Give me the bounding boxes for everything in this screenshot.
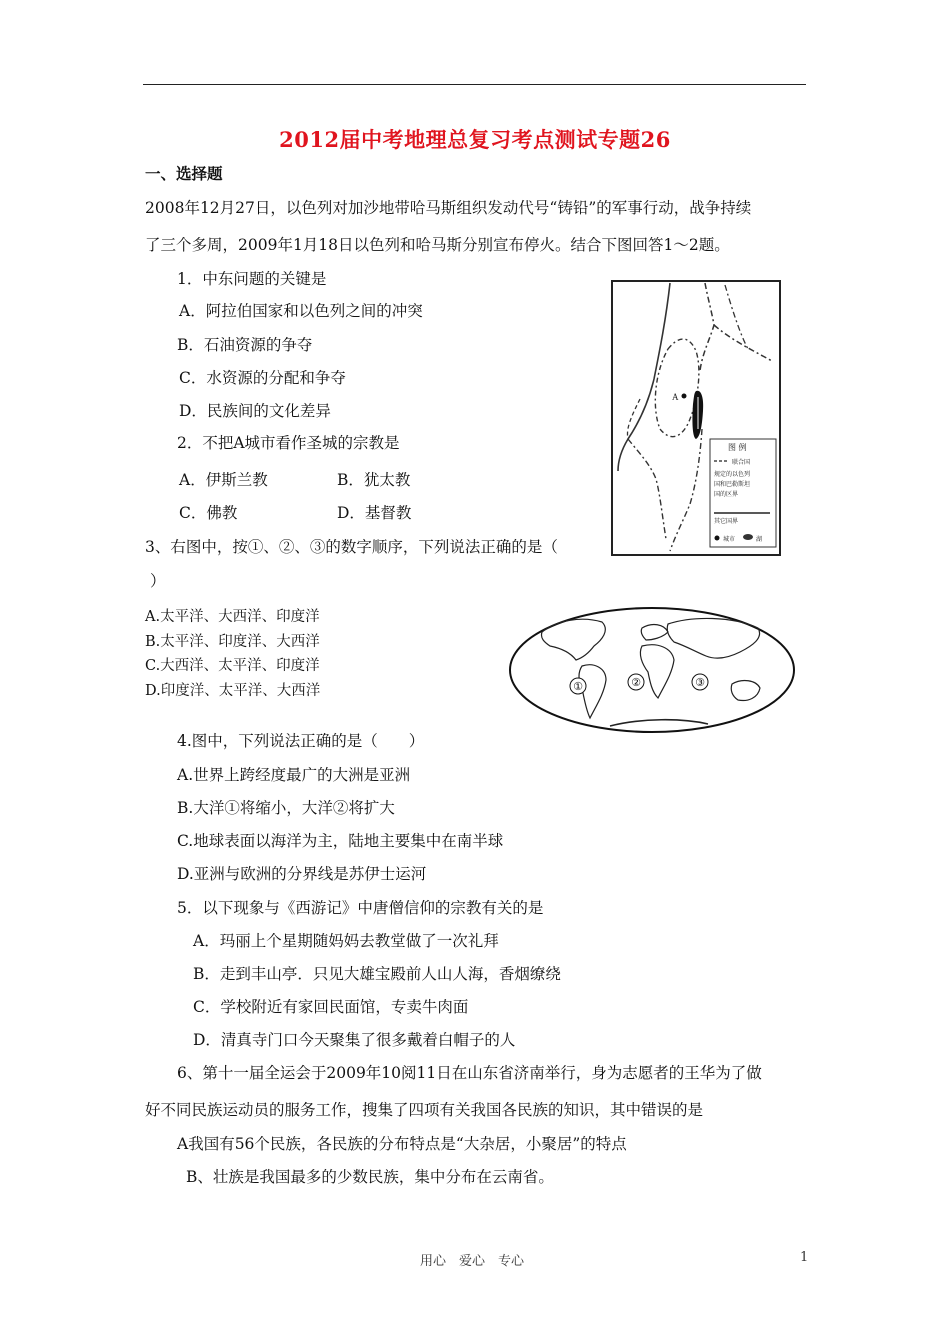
q4-stem: 4.图中，下列说法正确的是（ ） (177, 732, 425, 750)
legend-title: 图 例 (728, 443, 747, 452)
q1-stem: 1．中东问题的关键是 (177, 270, 327, 288)
ocean-label-2: ② (631, 676, 641, 689)
ocean-label-1: ① (573, 680, 583, 693)
legend-item-1: 联合国 (732, 459, 751, 466)
header-rule (143, 84, 806, 85)
q3-stem-end: ） (150, 572, 166, 590)
section-heading: 一、选择题 (145, 164, 223, 183)
legend-item-3: 国和巴勒斯坦 (714, 481, 751, 488)
q5-stem: 5．以下现象与《西游记》中唐僧信仰的宗教有关的是 (177, 899, 544, 917)
page-number: 1 (800, 1250, 809, 1265)
q4-option-c: C.地球表面以海洋为主，陆地主要集中在南半球 (177, 832, 504, 850)
q2-option-b: B．犹太教 (337, 471, 411, 489)
legend-item-2: 规定的以色列 (714, 471, 751, 478)
q2-option-a: A．伊斯兰教 (179, 471, 268, 489)
legend-city: 城市 (723, 536, 736, 543)
intro-line-1: 2008年12月27日，以色列对加沙地带哈马斯组织发动代号“铸铅”的军事行动，战争持续 (145, 199, 752, 217)
intro-line-2: 了三个多周，2009年1月18日以色列和哈马斯分别宣布停火。结合下图回答1～2题。 (145, 236, 730, 254)
q6-stem-line-1: 6、第十一届全运会于2009年10阅11日在山东省济南举行，身为志愿者的王华为了做 (177, 1064, 762, 1082)
q4-option-b: B.大洋①将缩小，大洋②将扩大 (177, 799, 395, 817)
world-map-svg (502, 602, 802, 736)
israel-map-svg (610, 279, 782, 557)
q1-option-b: B．石油资源的争夺 (177, 336, 313, 354)
q3-option-a: A.太平洋、大西洋、印度洋 (145, 609, 320, 625)
q5-option-b: B．走到丰山亭．只见大雄宝殿前人山人海，香烟缭绕 (193, 965, 561, 983)
legend-item-5: 其它国界 (714, 518, 739, 525)
q2-stem: 2．不把A城市看作圣城的宗教是 (177, 434, 400, 452)
ocean-label-3: ③ (695, 676, 705, 689)
q3-option-b: B.太平洋、印度洋、大西洋 (145, 634, 320, 650)
q5-option-a: A．玛丽上个星期随妈妈去教堂做了一次礼拜 (193, 932, 499, 950)
q2-option-d: D．基督教 (337, 504, 412, 522)
q5-option-c: C．学校附近有家回民面馆，专卖牛肉面 (193, 998, 469, 1016)
q6-option-b: B、壮族是我国最多的少数民族，集中分布在云南省。 (186, 1168, 554, 1186)
q5-option-d: D．清真寺门口今天聚集了很多戴着白帽子的人 (193, 1031, 516, 1049)
q6-stem-line-2: 好不同民族运动员的服务工作，搜集了四项有关我国各民族的知识，其中错误的是 (145, 1101, 704, 1119)
legend-lake: 湖 (756, 536, 763, 543)
legend-item-4: 国的区界 (714, 491, 739, 498)
q1-option-a: A．阿拉伯国家和以色列之间的冲突 (179, 302, 423, 320)
q1-option-c: C．水资源的分配和争夺 (179, 369, 346, 387)
israel-palestine-map (610, 279, 782, 557)
world-map (502, 602, 802, 736)
q3-stem: 3、右图中，按①、②、③的数字顺序，下列说法正确的是（ (145, 538, 558, 556)
q6-option-a: A我国有56个民族，各民族的分布特点是“大杂居，小聚居”的特点 (177, 1135, 627, 1153)
q3-option-d: D.印度洋、太平洋、大西洋 (145, 683, 321, 699)
q4-option-d: D.亚洲与欧洲的分界线是苏伊士运河 (177, 865, 427, 883)
q1-option-d: D．民族间的文化差异 (179, 402, 331, 420)
footer-motto: 用心 爱心 专心 (420, 1254, 525, 1269)
q3-option-c: C.大西洋、太平洋、印度洋 (145, 658, 320, 674)
page-title: 2012届中考地理总复习考点测试专题26 (279, 127, 671, 152)
city-a-label: A (672, 392, 679, 402)
q2-option-c: C．佛教 (179, 504, 238, 522)
q4-option-a: A.世界上跨经度最广的大洲是亚洲 (177, 766, 411, 784)
